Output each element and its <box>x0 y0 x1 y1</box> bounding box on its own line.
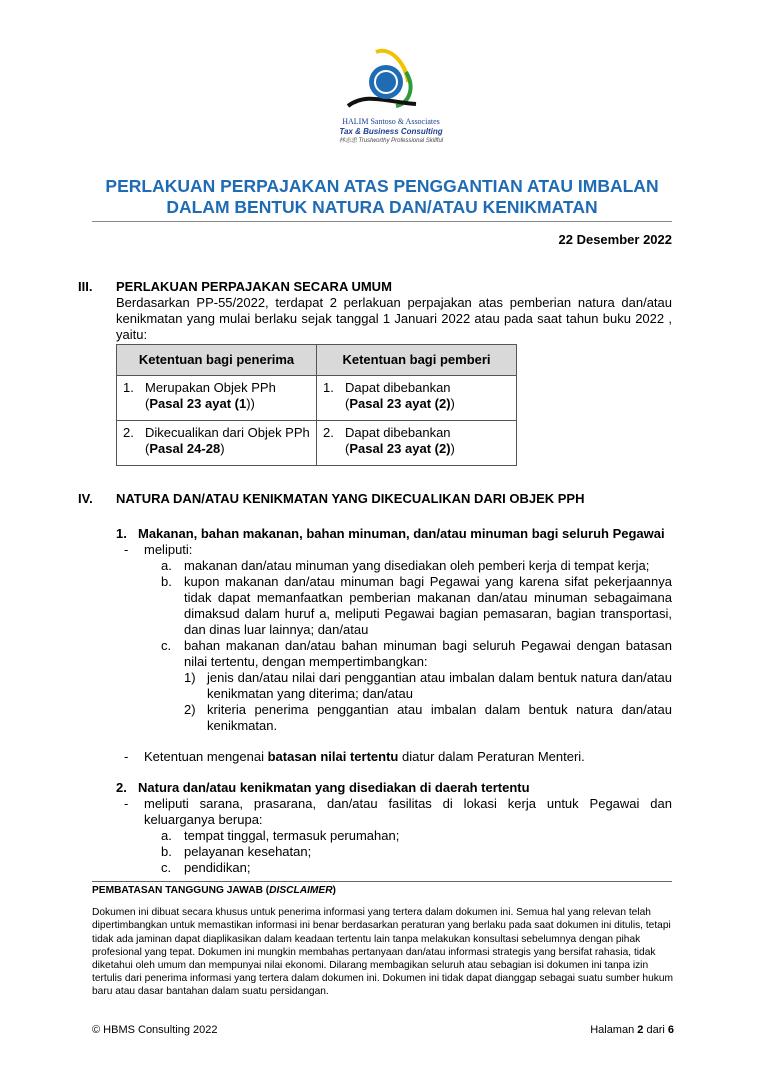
title-divider <box>92 221 672 222</box>
disclaimer-heading-text: PEMBATASAN TANGGUNG JAWAB ( <box>92 885 270 896</box>
list-item: kupon makanan dan/atau minuman bagi Pegawai yang karena sifat pekerjaannya tidak dapat memanfaatkan pemberian makanan dan/atau minuman sebagaimana dimaksud dalam huruf a, meliputi Pegawai bagian pemasaran, bagian transportasi, dan dinas luar lainnya; dan/atau <box>184 574 672 637</box>
section-4-number: IV. <box>78 491 93 506</box>
cell-text: Merupakan Objek PPh <box>145 380 276 395</box>
list-item: makanan dan/atau minuman yang disediakan oleh pemberi kerja di tempat kerja; <box>184 558 650 573</box>
list-marker: a. <box>161 558 172 573</box>
list-row <box>161 558 672 574</box>
paren: ) <box>220 441 225 456</box>
list-item: jenis dan/atau nilai dari penggantian atau imbalan dalam bentuk natura dan/atau kenikmatan yang diterima; dan/atau <box>207 670 672 701</box>
paren: ) <box>450 441 455 456</box>
footer-copyright: © HBMS Consulting 2022 <box>92 1024 218 1036</box>
disclaimer-block <box>92 881 672 999</box>
bullet-dash: - <box>124 542 129 557</box>
paren: ( <box>345 396 350 411</box>
list-row <box>184 670 672 702</box>
title-line-2: DALAM BENTUK NATURA DAN/ATAU KENIKMATAN <box>166 197 598 217</box>
list-marker: 1) <box>184 670 196 685</box>
cell-text: Dikecualikan dari Objek PPh <box>145 425 310 440</box>
of-label: dari <box>646 1024 665 1036</box>
disclaimer-heading-text: ) <box>332 885 336 896</box>
section-3-number: III. <box>78 279 93 294</box>
section-3-heading: PERLAKUAN PERPAJAKAN SECARA UMUM <box>116 279 392 294</box>
current-page: 2 <box>637 1024 644 1036</box>
table-header-row <box>117 345 517 376</box>
paren: ( <box>145 441 150 456</box>
logo-tagline: Tax & Business Consulting <box>339 127 443 136</box>
cell-reference: Pasal 23 ayat (2) <box>349 396 451 411</box>
document-body <box>78 279 672 999</box>
page-label: Halaman <box>590 1024 635 1036</box>
company-logo <box>316 44 466 149</box>
bullet-dash: - <box>124 749 129 764</box>
row-number: 1. <box>123 380 134 395</box>
cell-reference: Pasal 23 ayat (2) <box>349 441 451 456</box>
disclaimer-text: Dokumen ini dibuat secara khusus untuk penerima informasi yang tertera dalam dokumen ini. Semua hal yang relevan telah dipertimbangkan untuk memastikan informasi ini benar berdasarkan peraturan yang berlaku pada saat dokumen ini ditulis, tetapi tidak ada jaminan dapat diaplikasikan dalam keadaan tertentu lain tanpa melakukan konsultasi sebelumnya dengan pihak profesional yang tepat. Dokumen ini mungkin membahas pertanyaan dan/atau informasi strategis yang bersifat rahasia, tidak diketahui oleh umum dan mempunyai nilai ekonomi. Dilarang membagikan seluruh atau sebagian isi dokumen ini tanpa izin tertulis dari penerima informasi yang tertera dalam dokumen ini. Dokumen ini tidak dapat dianggap sebagai suatu sumber hukum baru atau dasar bantahan dalam suatu persidangan. <box>92 907 674 998</box>
logo-chinese: 林志忠 <box>338 138 357 144</box>
section-4-heading-row <box>78 491 672 507</box>
item-1-heading-row <box>116 526 672 542</box>
title-line-1: PERLAKUAN PERPAJAKAN ATAS PENGGANTIAN ATAU IMBALAN <box>105 176 659 196</box>
item-2-heading: Natura dan/atau kenikmatan yang disediakan di daerah tertentu <box>138 780 530 795</box>
list-marker: a. <box>161 828 172 843</box>
cell-reference: Pasal 24-28 <box>149 441 221 456</box>
document-date: 22 Desember 2022 <box>558 232 672 247</box>
disclaimer-heading-italic: DISCLAIMER <box>269 885 333 896</box>
list-marker: 2) <box>184 702 196 717</box>
item-1-note-row <box>124 749 672 765</box>
item-1-number: 1. <box>116 526 127 541</box>
item-1-intro-row <box>124 542 672 558</box>
note-bold: batasan nilai tertentu <box>267 749 399 764</box>
cell-text: Dapat dibebankan <box>345 425 451 440</box>
list-row <box>184 702 672 734</box>
section-3-paragraph: Berdasarkan PP-55/2022, terdapat 2 perlakuan perpajakan atas pemberian natura dan/atau kenikmatan yang mulai berlaku sejak tanggal 1 Januari 2022 atau pada saat tahun buku 2022 , yaitu: <box>116 295 672 342</box>
tax-treatment-table <box>116 344 517 466</box>
list-row <box>161 860 672 876</box>
row-number: 2. <box>323 425 334 440</box>
list-item: pendidikan; <box>184 860 251 875</box>
list-item: kriteria penerima penggantian atau imbalan dalam bentuk natura dan/atau kenikmatan. <box>207 702 672 733</box>
list-row <box>161 844 672 860</box>
item-2-heading-row <box>116 780 672 796</box>
table-header-giver: Ketentuan bagi pemberi <box>317 345 517 376</box>
document-title <box>60 176 704 218</box>
table-row <box>117 376 517 421</box>
total-pages: 6 <box>667 1024 674 1036</box>
note-text: Ketentuan mengenai <box>144 749 268 764</box>
paren: ( <box>345 441 350 456</box>
list-item: bahan makanan dan/atau bahan minuman bagi seluruh Pegawai dengan batasan nilai tertentu, dengan mempertimbangkan: <box>184 638 672 669</box>
logo-emblem-icon <box>316 44 466 114</box>
list-marker: b. <box>161 844 172 859</box>
list-item: tempat tinggal, termasuk perumahan; <box>184 828 400 843</box>
paren: ) <box>450 396 455 411</box>
row-number: 2. <box>123 425 134 440</box>
cell-text: Dapat dibebankan <box>345 380 451 395</box>
list-marker: b. <box>161 574 172 589</box>
item-2-intro-row <box>124 796 672 828</box>
table-header-recipient: Ketentuan bagi penerima <box>117 345 317 376</box>
list-marker: c. <box>161 638 172 653</box>
item-1-intro: meliputi: <box>144 542 193 557</box>
note-text: diatur dalam Peraturan Menteri. <box>398 749 585 764</box>
cell-reference: Pasal 23 ayat (1 <box>149 396 247 411</box>
list-row <box>161 828 672 844</box>
logo-company-name: HALIM Santoso & Associates <box>342 117 440 126</box>
section-4-heading: NATURA DAN/ATAU KENIKMATAN YANG DIKECUALIKAN DARI OBJEK PPH <box>116 491 585 506</box>
item-2-number: 2. <box>116 780 127 795</box>
item-1-heading: Makanan, bahan makanan, bahan minuman, dan/atau minuman bagi seluruh Pegawai <box>138 526 665 541</box>
row-number: 1. <box>323 380 334 395</box>
page-number <box>590 1024 674 1036</box>
bullet-dash: - <box>124 796 129 811</box>
list-item: pelayanan kesehatan; <box>184 844 312 859</box>
logo-motto: Trustworthy Professional Skillful <box>358 138 444 144</box>
paren: ( <box>145 396 150 411</box>
list-row <box>161 638 672 670</box>
disclaimer-heading <box>92 884 672 897</box>
table-row <box>117 421 517 466</box>
paren: )) <box>246 396 255 411</box>
list-row <box>161 574 672 638</box>
item-1-note <box>144 749 672 765</box>
list-marker: c. <box>161 860 172 875</box>
item-2-intro: meliputi sarana, prasarana, dan/atau fasilitas di lokasi kerja untuk Pegawai dan keluarganya berupa: <box>144 796 672 827</box>
section-3-heading-row <box>78 279 672 295</box>
